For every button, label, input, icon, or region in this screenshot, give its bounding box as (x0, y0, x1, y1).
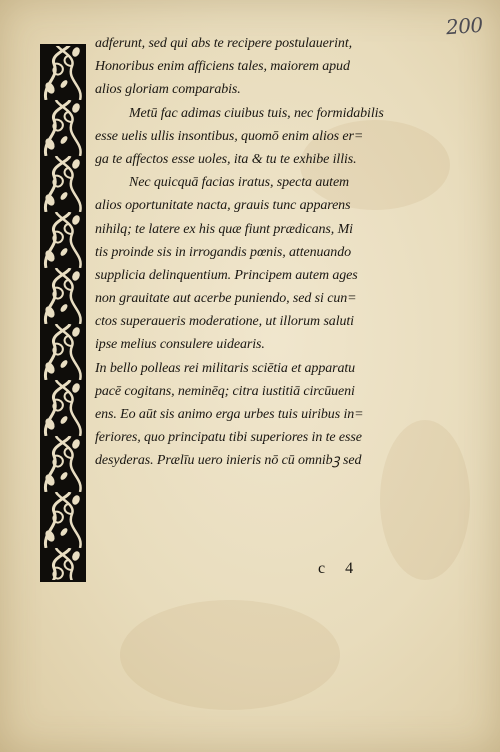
text-line: ga te affectos esse uoles, ita & tu te exhibe illis. (95, 151, 357, 167)
text-line: Metū fac adimas ciuibus tuis, nec formidabilis (129, 105, 384, 121)
text-line: ctos superaueris moderatione, ut illorum saluti (95, 314, 354, 330)
text-line: tis proinde sis in irrogandis pœnis, attenuando (95, 244, 352, 260)
text-block (95, 32, 425, 473)
text-line: alios oportunitate nacta, grauis tunc apparens (95, 198, 351, 214)
text-line: pacē cogitans, neminēq; citra iustitiā circūueni (95, 383, 355, 399)
signature-mark: c 4 (318, 560, 362, 577)
text-line: ens. Eo aūt sis animo erga urbes tuis uiribus in= (95, 407, 364, 422)
text-line: non grauitate aut acerbe puniendo, sed si cun= (95, 291, 357, 307)
text-line: adferunt, sed qui abs te recipere postulauerint, (95, 36, 353, 51)
text-line: feriores, quo principatu tibi superiores in te esse (95, 430, 362, 446)
text-line: Honoribus enim afficiens tales, maiorem apud (95, 59, 350, 75)
text-line: Nec quicquā facias iratus, specta autem (129, 175, 350, 191)
woodcut-border-ornament (40, 44, 86, 582)
text-line: alios gloriam comparabis. (95, 82, 241, 98)
text-line: In bello polleas rei militaris sciētia et apparatu (95, 360, 356, 376)
paper-stain (120, 600, 340, 710)
text-line: esse uelis ullis insontibus, quomō enim alios er= (95, 128, 364, 144)
handwritten-folio-number: 200 (445, 12, 484, 40)
text-line: nihilq; te latere ex his quæ fiunt prædicans, Mi (95, 221, 353, 237)
text-line: ipse melius consulere uidearis. (95, 337, 265, 353)
text-line: desyderas. Prælīu uero inieris nō cū omnibꝫ sed (95, 453, 362, 469)
text-line: supplicia delinquentium. Principem autem ages (95, 267, 358, 283)
